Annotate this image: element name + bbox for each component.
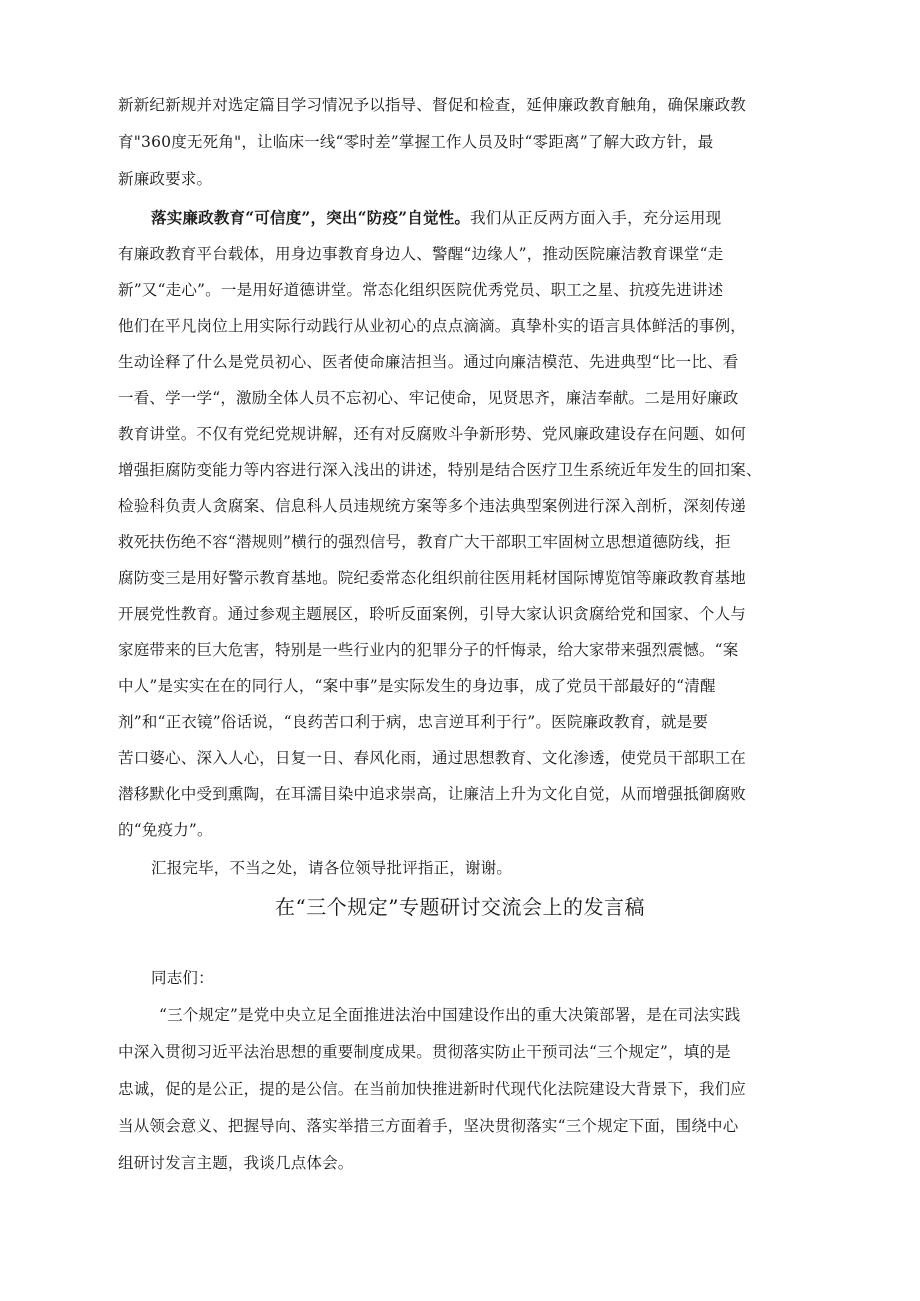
paragraph-2-line-1-text: 我们从正反两方面入手，充分运用现 [470,209,722,227]
paragraph-2-line-17: 潜移默化中受到熏陶，在耳濡目染中追求崇高，让廉洁上升为文化自觉，从而增强抵御腐败 [118,785,747,803]
salutation: 同志们： [151,969,214,987]
paragraph-2-line-6: 一看、学一学“，激励全体人员不忘初心、牢记使命，见贤思齐，廉洁奉献。二是用好廉政 [118,389,739,407]
paragraph-1-line-3: 新廉政要求。 [118,170,213,188]
paragraph-4-line-1: “三个规定”是党中央立足全面推进法治中国建设作出的重大决策部署，是在司法实践 [159,1006,741,1024]
paragraph-2-line-15: 剂”和“正衣镜”俗话说，“良药苦口利于病，忠言逆耳利于行”。医院廉政教育，就是要 [118,713,709,731]
paragraph-2-line-18: 的“免疫力”。 [118,821,213,839]
paragraph-2-line-8: 增强拒腐防变能力等内容进行深入浅出的讲述，特别是结合医疗卫生系统近年发生的回扣案、 [118,461,762,479]
paragraph-4-line-3: 忠诚，促的是公正，提的是公信。在当前加快推进新时代现代化法院建设大背景下，我们应 [118,1080,747,1098]
paragraph-2-line-3: 新”又“走心”。一是用好道德讲堂。常态化组织医院优秀党员、职工之星、抗疫先进讲述 [118,281,724,299]
paragraph-2-line-7: 教育讲堂。不仅有党纪党规讲解，还有对反腐败斗争新形势、党风廉政建设存在问题、如何 [118,425,747,443]
paragraph-4-line-5: 组研讨发言主题，我谈几点体会。 [118,1154,354,1172]
paragraph-2-line-4: 他们在平凡岗位上用实际行动践行从业初心的点点滴滴。真挚朴实的语言具体鲜活的事例， [118,317,747,335]
paragraph-2-line-12: 开展党性教育。通过参观主题展区，聆听反面案例，引导大家认识贪腐给党和国家、个人与 [118,605,747,623]
paragraph-2-line-5: 生动诠释了什么是党员初心、医者使命廉洁担当。通过向廉洁模范、先进典型“比一比、看 [118,353,739,371]
paragraph-2-line-11: 腐防变三是用好警示教育基地。院纪委常态化组织前往医用耗材国际博览馆等廉政教育基地 [118,569,747,587]
paragraph-1-line-1: 新新纪新规并对选定篇目学习情况予以指导、督促和检查，延伸廉政教育触角，确保廉政教 [118,96,747,114]
paragraph-2-line-10: 救死扶伤绝不容“潜规则”横行的强烈信号，教育广大干部职工牢固树立思想道德防线，拒 [118,533,731,551]
paragraph-2-line-13: 家庭带来的巨大危害，特别是一些行业内的犯罪分子的忏悔录，给大家带来强烈震憾。“案 [118,641,739,659]
speech-title: 在“三个规定”专题研讨交流会上的发言稿 [275,895,645,919]
paragraph-1-line-2: 育"360度无死角"，让临床一线“零时差”掌握工作人员及时“零距离”了解大政方针，最 [118,133,714,151]
paragraph-4-line-4: 当从领会意义、把握导向、落实举措三方面着手，坚决贯彻落实“三个规定下面，围绕中心 [118,1117,739,1135]
paragraph-2-line-9: 检验科负责人贪腐案、信息科人员违规统方案等多个违法典型案例进行深入剖析，深刻传递 [118,497,747,515]
closing-line: 汇报完毕，不当之处，请各位领导批评指正，谢谢。 [151,859,513,877]
paragraph-2-line-2: 有廉政教育平台载体，用身边事教育身边人、警醒“边缘人”，推动医院廉洁教育课堂“走 [118,245,724,263]
paragraph-2-line-16: 苦口婆心、深入人心，日复一日、春风化雨，通过思想教育、文化渗透，使党员干部职工在 [118,749,747,767]
paragraph-2-line-1 [151,208,721,228]
paragraph-2-heading: 落实廉政教育“可信度”，突出“防疫”自觉性。 [151,208,471,227]
paragraph-4-line-2: 中深入贯彻习近平法治思想的重要制度成果。贯彻落实防止干预司法“三个规定”，填的是 [118,1043,731,1061]
paragraph-2-line-14: 中人”是实实在在的同行人，“案中事”是实际发生的身边事，成了党员干部最好的“清醒 [118,677,716,695]
